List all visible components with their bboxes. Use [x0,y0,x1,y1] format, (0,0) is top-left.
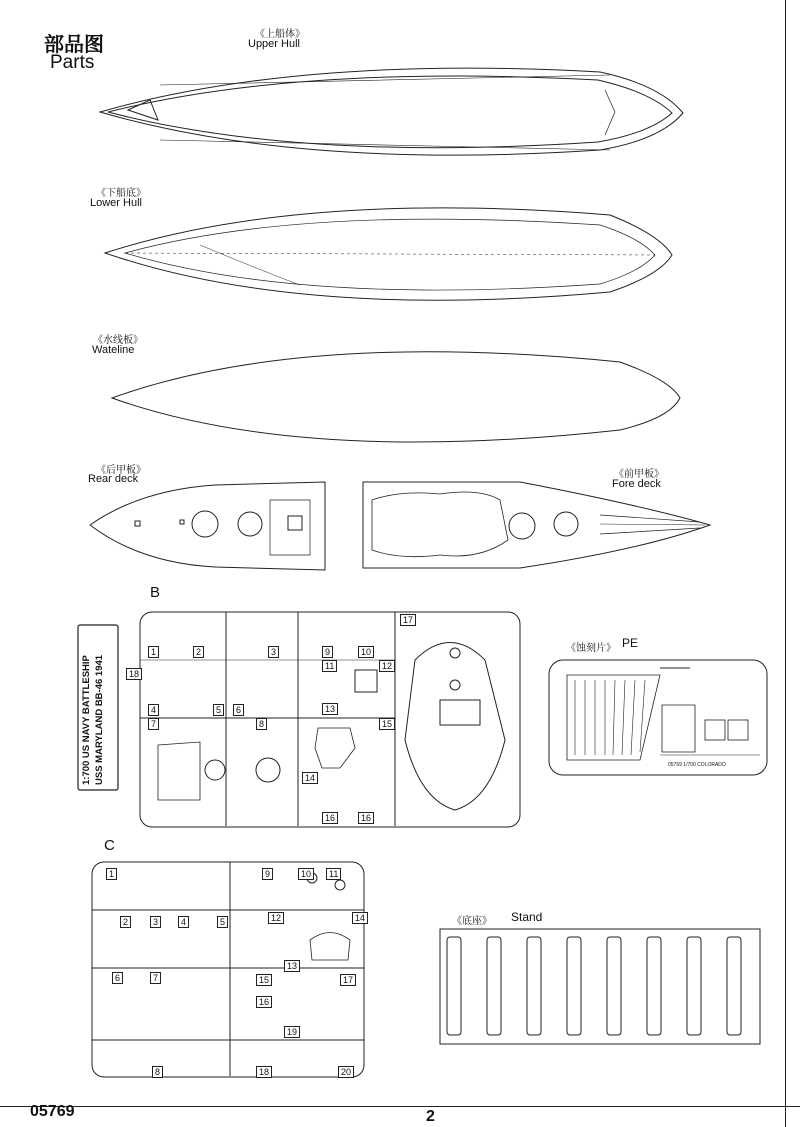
waterline-label-cn: 《水线板》 [93,335,143,346]
pe-footer-text: 05769 1/700 COLORADO [668,762,726,768]
sprue-b-num-9: 9 [322,646,333,658]
pe-label-cn: 《蚀刻片》 [566,643,616,654]
fore-deck-label-cn: 《前甲板》 [614,469,664,480]
sprue-c-num-19: 19 [284,1026,300,1038]
sprue-b-num-10: 10 [358,646,374,658]
sprue-b-num-11: 11 [322,660,337,672]
sprue-b-num-1: 1 [148,646,159,658]
sprue-c-num-16: 16 [256,996,272,1008]
sprue-b-letter: B [150,584,161,601]
waterline-drawing [112,352,680,442]
sprue-b-num-4: 4 [148,704,159,716]
sprue-c-num-17: 17 [340,974,356,986]
upper-hull-label-cn: 《上船体》 [255,29,305,40]
sprue-b-num-18: 18 [126,668,142,680]
header-title-cn: 部品图 [44,34,104,56]
sprue-c-num-7: 7 [150,972,161,984]
sprue-c-num-13: 13 [284,960,300,972]
pe-frame [549,660,767,775]
lower-hull-label-en: Lower Hull [90,197,142,209]
sprue-b-num-16a: 16 [322,812,338,824]
stand-label-en: Stand [511,910,543,924]
pe-label-en: PE [622,636,639,650]
rear-deck-drawing [90,482,325,570]
page-number: 2 [426,1108,435,1125]
sprue-c-letter: C [104,837,115,854]
sprue-b-num-14: 14 [302,772,318,784]
sprue-c-num-10: 10 [298,868,314,880]
sprue-b-num-13: 13 [322,703,338,715]
upper-hull-label-en: Upper Hull [248,38,300,50]
sprue-c-num-2: 2 [120,916,131,928]
sprue-b-num-6: 6 [233,704,244,716]
lower-hull-label-cn: 《下船底》 [96,188,146,199]
sprue-c-num-4: 4 [178,916,189,928]
sprue-c-num-14: 14 [352,912,368,924]
sprue-c-frame [92,862,364,1077]
header-title-en: Parts [50,52,95,73]
sprue-c-num-6: 6 [112,972,123,984]
rear-deck-label-cn: 《后甲板》 [96,465,146,476]
sprue-c-num-1: 1 [106,868,117,880]
fore-deck-drawing [363,482,710,568]
sprue-b-frame [78,612,520,827]
sprue-b-num-2: 2 [193,646,204,658]
sprue-b-side-text [80,620,118,785]
sprue-b-num-7: 7 [148,718,159,730]
sprue-b-num-3: 3 [268,646,279,658]
sprue-c-num-8: 8 [152,1066,163,1078]
sprue-b-num-16b: 16 [358,812,374,824]
sprue-b-num-17: 17 [400,614,416,626]
sprue-c-num-5: 5 [217,916,228,928]
sprue-c-num-9: 9 [262,868,273,880]
sprue-b-num-5: 5 [213,704,224,716]
fore-deck-label-en: Fore deck [612,478,661,490]
stand-drawing [440,929,760,1044]
sprue-c-num-18: 18 [256,1066,272,1078]
stand-label-cn: 《底座》 [452,916,492,927]
lower-hull-drawing [105,208,672,300]
waterline-label-en: Wateline [92,344,135,356]
sprue-c-num-3: 3 [150,916,161,928]
sprue-c-num-20: 20 [338,1066,354,1078]
sprue-c-num-11: 11 [326,868,341,880]
sprue-b-num-8: 8 [256,718,267,730]
sprue-b-side-line2: USS MARYLAND BB-46 1941 [94,654,105,785]
footer-code: 05769 [30,1103,75,1120]
sprue-c-num-15: 15 [256,974,272,986]
upper-hull-drawing [100,68,683,155]
rear-deck-label-en: Rear deck [88,473,139,485]
sprue-b-num-12: 12 [379,660,395,672]
sprue-b-side-line1: 1:700 US NAVY BATTLESHIP [81,655,92,785]
sprue-c-num-12: 12 [268,912,284,924]
sprue-b-num-15: 15 [379,718,395,730]
